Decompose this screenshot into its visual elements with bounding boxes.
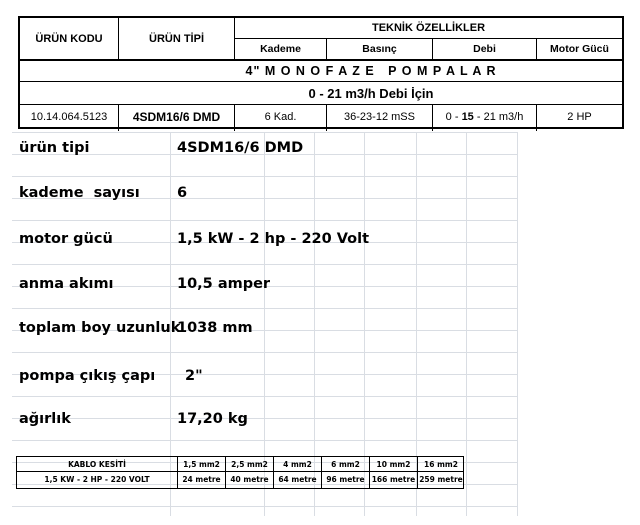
cable-section: 6 mm2 [331,459,360,469]
grid-line [12,220,518,221]
grid-line [517,132,518,516]
header-basinc: Basınç [362,43,397,55]
spec-value-rated-current: 10,5 amper [177,276,271,292]
product-type: 4SDM16/6 DMD [132,110,221,124]
grid-line [12,396,518,397]
grid-line [466,132,467,516]
cable-length: 96 metre [326,475,365,484]
grid-line [12,132,518,133]
cable-length: 64 metre [278,475,317,484]
flow-rate-min: 0 - [445,111,462,123]
motor-power: 2 HP [567,111,592,123]
cable-length: 259 metre [419,475,463,484]
flow-rate-nominal: 15 [461,111,474,123]
cable-section: 16 mm2 [424,459,458,469]
header-motor-gucu: Motor Gücü [550,43,609,55]
spec-label-outlet-diameter: pompa çıkış çapı [19,368,156,384]
cable-header-label: KABLO KESİTİ [68,459,126,469]
header-teknik-ozellikler: TEKNİK ÖZELLİKLER [371,22,486,34]
debi-title: 0 - 21 m3/h Debi İçin [308,85,434,101]
technical-specs-table [18,16,624,129]
cable-row-label: 1,5 KW - 2 HP - 220 VOLT [44,475,150,484]
cable-section: 1,5 mm2 [183,459,220,469]
product-code: 10.14.064.5123 [30,111,108,123]
flow-rate [433,105,536,129]
spec-value-stages: 6 [177,185,188,201]
header-urun-tipi: ÜRÜN TİPİ [149,33,204,45]
cable-section: 4 mm2 [283,459,312,469]
spec-value-weight: 17,20 kg [177,411,248,427]
grid-line [12,418,518,419]
stage-count: 6 Kad. [264,111,297,123]
header-urun-kodu: ÜRÜN KODU [35,33,103,45]
pressure: 36-23-12 mSS [344,111,415,123]
spec-label-product-type: ürün tipi [19,140,90,156]
header-kademe: Kademe [260,43,301,55]
spec-label-stages: kademe sayısı [19,185,140,201]
grid-line [12,308,518,309]
grid-line [12,264,518,265]
spec-label-rated-current: anma akımı [19,276,114,292]
spec-value-motor-power: 1,5 kW - 2 hp - 220 Volt [177,231,370,247]
spec-value-outlet-diameter: 2" [185,368,203,384]
grid-line [12,176,518,177]
cable-section: 10 mm2 [376,459,411,469]
spec-label-weight: ağırlık [19,411,71,427]
grid-line [12,352,518,353]
cable-length: 40 metre [230,475,269,484]
cable-length: 166 metre [371,475,416,484]
spec-value-total-length: 1038 mm [177,320,253,336]
section-title: 4" M O N O F A Z E P O M P A L A R [245,64,497,78]
flow-rate-max: - 21 m3/h [473,111,524,123]
grid-line [12,440,518,441]
cable-section: 2,5 mm2 [231,459,268,469]
cable-section-table [16,456,464,489]
header-debi: Debi [473,43,496,55]
cable-length: 24 metre [182,475,221,484]
spec-value-product-type: 4SDM16/6 DMD [177,140,304,156]
grid-line [12,506,518,507]
spec-label-total-length: toplam boy uzunluk [19,320,181,336]
spec-label-motor-power: motor gücü [19,231,113,247]
